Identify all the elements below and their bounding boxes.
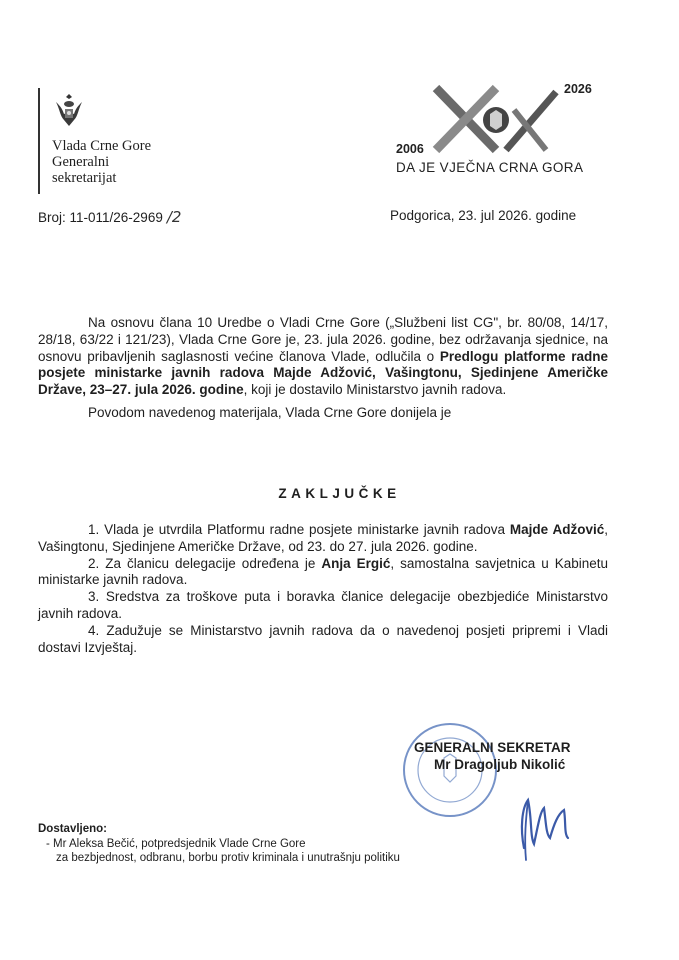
document-body [38,315,608,422]
distribution-recipient: - Mr Aleksa Bečić, potpredsjednik Vlade Crne Gore [46,837,306,850]
conclusions-list [38,522,608,656]
document-date: Podgorica, 23. jul 2026. godine [390,208,577,223]
item-text: , samostalna savjetnica u Kabinetu ministarke javnih radova. [38,555,608,588]
header-divider [38,88,40,194]
institution-name [52,138,151,186]
signatory-name: Mr Dragoljub Nikolić [434,757,566,772]
intro-paragraph [38,315,608,399]
handwritten-signature-icon [506,778,586,868]
conclusion-item-4: 4. Zadužuje se Ministarstvo javnih radova da o navedenoj posjeti pripremi i Vladi dostavi Izvještaj. [38,622,608,655]
conclusion-item-1 [38,522,608,556]
logo-year-start: 2006 [396,142,424,156]
intro-bold-text: Predlogu platforme radne posjete ministarke javnih radova Majde Adžović, Vašingtonu, Sjedinjene Američke Države, 23–27. jula 2026. godine [38,348,608,398]
distribution-recipient-cont: za bezbjednost, odbranu, borbu protiv kriminala i unutrašnju politiku [56,852,400,864]
item-bold-text: Anja Ergić [321,555,391,571]
anniversary-logo [396,80,616,180]
conclusion-item-2 [38,556,608,590]
reference-label: Broj: 11-011/26-2969 [38,210,163,225]
logo-tagline: DA JE VJEČNA CRNA GORA [396,160,584,175]
montenegro-coat-of-arms-icon [54,92,84,128]
conclusions-title: ZAKLJUČKE [278,486,401,501]
institution-line: Generalni [52,154,110,170]
reference-number [38,208,181,226]
distribution-heading: Dostavljeno: [38,823,108,835]
item-text: 1. Vlada je utvrdila Platformu radne posjete ministarke javnih radova [88,522,510,537]
intro-text: Na osnovu člana 10 Uredbe o Vladi Crne Gore („Službeni list CG", br. 80/08, 14/17, 28/18, 63/22 i 121/23), Vlada Crne Gore je, 23. jula 2026. godine, bez održavanja sjednice, na osnovu pribavljenih saglasnosti većine članova Vlade, odlučila o [38,315,608,364]
item-bold-text: Majde Adžović [509,522,605,537]
item-text: 2. Za članicu delegacije određena je [88,555,322,571]
institution-header [38,88,218,198]
intro-text-end: , koji je dostavilo Ministarstvo javnih radova. [243,382,507,398]
distribution-list [38,822,400,866]
institution-line: sekretarijat [52,170,117,186]
povodom-paragraph: Povodom navedenog materijala, Vlada Crne Gore donijela je [88,404,452,420]
signatory-title: GENERALNI SEKRETAR [414,740,571,755]
logo-year-end: 2026 [564,82,592,96]
institution-line: Vlada Crne Gore [52,138,152,154]
item-text: , Vašingtonu, Sjedinjene Američke Države, od 23. do 27. jula 2026. godine. [38,522,608,554]
xx-logo-icon [396,80,586,160]
reference-handwritten: /2 [166,208,182,226]
conclusion-item-3: 3. Sredstva za troškove puta i boravka članice delegacije obezbjediće Ministarstvo javnih radova. [38,589,608,621]
